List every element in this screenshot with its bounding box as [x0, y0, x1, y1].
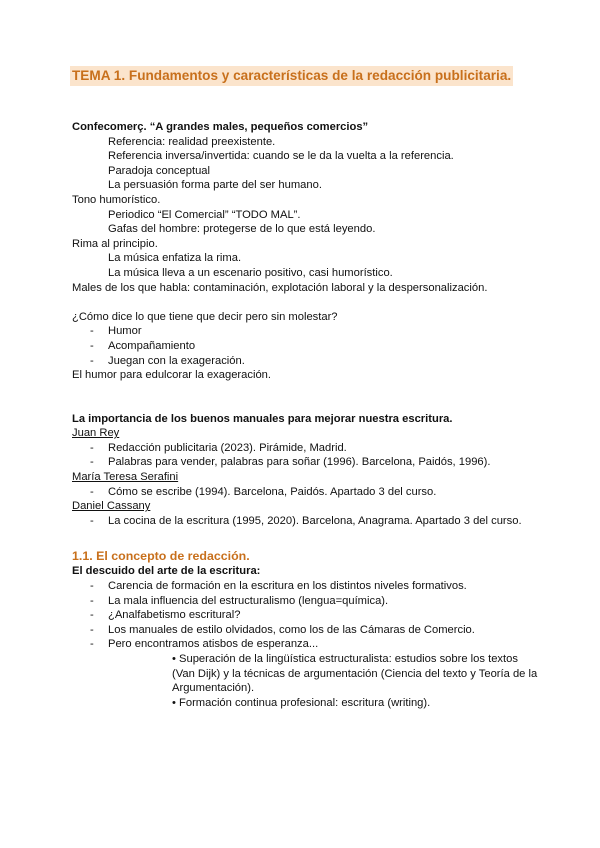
- list-item: - La cocina de la escritura (1995, 2020). Barcelona, Anagrama. Apartado 3 del curso.: [90, 514, 522, 527]
- text-line: La persuasión forma parte del ser humano.: [108, 179, 322, 192]
- author-name: Juan Rey: [72, 427, 120, 440]
- text-line: Tono humorístico.: [72, 193, 161, 206]
- text-line: Periodico “El Comercial” “TODO MAL”.: [108, 208, 301, 221]
- list-item: - Acompañamiento: [90, 339, 196, 352]
- text-line: Referencia: realidad preexistente.: [108, 135, 276, 148]
- bullet-item: • Formación continua profesional: escritura (writing).: [172, 696, 431, 709]
- text-line: Rima al principio.: [72, 237, 158, 250]
- bullet-item: • Superación de la lingüística estructuralista: estudios sobre los textos (Van Dijk) y la técnicas de argumentación (Ciencia del texto y Teoría de la Argumentación).: [172, 653, 538, 695]
- text-line: Males de los que habla: contaminación, explotación laboral y la despersonalización.: [72, 281, 488, 294]
- text-line: La música enfatiza la rima.: [108, 252, 242, 265]
- page-title: TEMA 1. Fundamentos y características de la redacción publicitaria.: [70, 66, 513, 86]
- text-line: El humor para edulcorar la exageración.: [72, 369, 271, 382]
- list-item: - Juegan con la exageración.: [90, 354, 245, 367]
- subheading: El descuido del arte de la escritura:: [72, 565, 261, 578]
- section-heading-concepto: 1.1. El concepto de redacción.: [72, 549, 250, 564]
- text-line: La música lleva a un escenario positivo, casi humorístico.: [108, 266, 393, 279]
- list-item: - Redacción publicitaria (2023). Pirámide, Madrid.: [90, 441, 347, 454]
- text-line: Gafas del hombre: protegerse de lo que está leyendo.: [108, 223, 376, 236]
- list-item: - Palabras para vender, palabras para soñar (1996). Barcelona, Paidós, 1996).: [90, 456, 491, 469]
- question-line: ¿Cómo dice lo que tiene que decir pero sin molestar?: [72, 310, 338, 323]
- list-item: - Los manuales de estilo olvidados, como los de las Cámaras de Comercio.: [90, 623, 475, 636]
- list-item: - Humor: [90, 325, 142, 338]
- list-item: - La mala influencia del estructuralismo (lengua=química).: [90, 594, 389, 607]
- text-line: Referencia inversa/invertida: cuando se le da la vuelta a la referencia.: [108, 150, 454, 163]
- author-name: María Teresa Serafini: [72, 471, 179, 484]
- list-item: - Carencia de formación en la escritura en los distintos niveles formativos.: [90, 580, 467, 593]
- author-name: Daniel Cassany: [72, 500, 151, 513]
- section-heading-manuales: La importancia de los buenos manuales para mejorar nuestra escritura.: [72, 412, 453, 425]
- text-line: Paradoja conceptual: [108, 164, 211, 177]
- document-page: [72, 66, 542, 710]
- list-item: - ¿Analfabetismo escritural?: [90, 609, 241, 622]
- list-item: - Cómo se escribe (1994). Barcelona, Paidós. Apartado 3 del curso.: [90, 485, 437, 498]
- section-heading-confecomerc: Confecomerç. “A grandes males, pequeños comercios”: [72, 121, 369, 133]
- list-item: - Pero encontramos atisbos de esperanza...: [90, 638, 319, 651]
